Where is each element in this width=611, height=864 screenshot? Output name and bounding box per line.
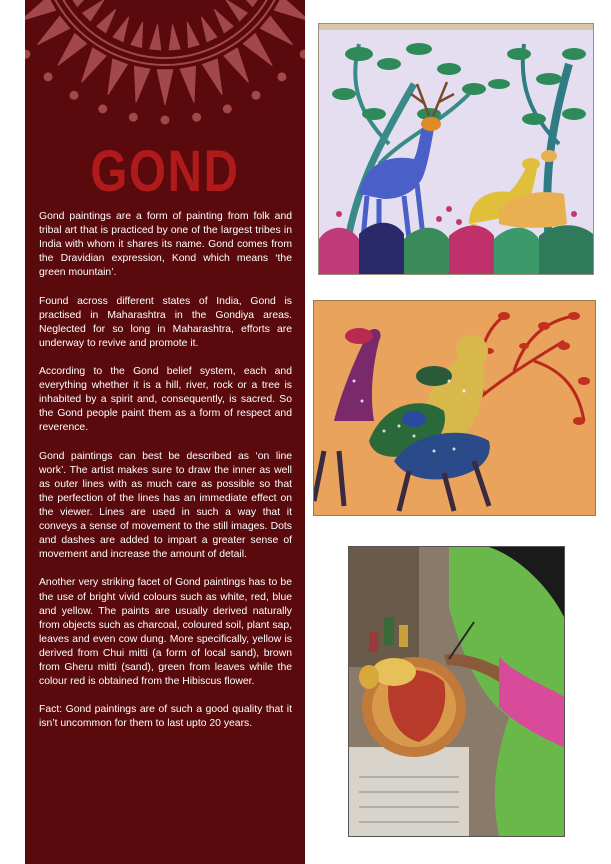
motif-dot [223, 105, 231, 113]
motif-dot [278, 73, 286, 81]
motif-triangle-inner [187, 22, 199, 47]
motif-triangle-inner [226, 0, 248, 21]
motif-triangle-inner [131, 22, 143, 47]
motif-triangle [180, 66, 195, 102]
motif-arc-outer [42, 0, 289, 65]
motif-triangle [58, 34, 87, 66]
motif-triangle [135, 66, 150, 102]
motif-triangle-inner [201, 17, 217, 42]
gond-painting-animals-image [313, 300, 596, 516]
motif-triangle-inner [214, 9, 233, 32]
motif-triangle [37, 16, 69, 44]
motif-triangle [274, 0, 305, 21]
motif-triangle-inner [113, 17, 129, 42]
motif-triangle-inner [97, 9, 116, 32]
motif-triangle [157, 70, 173, 105]
paragraph-region: Found across different states of India, Gond is practised in Maharashtra in the Gondiya areas. Neglected for so long in Maharashtra, efforts are underway to revive and promote it. [39, 295, 292, 349]
motif-dot [70, 91, 78, 99]
motif-triangle [25, 0, 56, 21]
motif-arc-inner [48, 0, 281, 58]
paragraph-line-work: Gond paintings can best be described as ‘on line work’. The artist makes sure to draw the inner as well as outer lines with as much care as possible so that the perfection of the lines has an immediate effect on the viewer. Lines are used in such a way that it conveys a sense of movement to the still images. Dots and dashes are added to impart a greater sense of movement and increase the amount of detail. [39, 450, 292, 561]
paragraph-intro: Gond paintings are a form of painting from folk and tribal art that is practiced by one of the largest tribes in India with whom it shares its name. Gond comes from the Dravidian expression, Kond which means ‘the green mountain’. [39, 211, 292, 279]
page-title: GOND [90, 139, 240, 204]
motif-triangle [203, 59, 223, 95]
motif-dot [44, 73, 52, 81]
artist-painting-pot-image [348, 546, 565, 837]
motif-triangle-inner [83, 0, 105, 21]
tribal-border-motif [25, 0, 305, 135]
motif-triangle [108, 59, 128, 95]
motif-dot [129, 113, 137, 121]
article-body [39, 210, 292, 746]
motif-dot [25, 50, 30, 58]
motif-dot [252, 91, 260, 99]
motif-triangle-inner [150, 25, 161, 50]
paragraph-belief: According to the Gond belief system, each and everything whether it is a hill, river, rock or a tree is inhabited by a spirit and, consequently, is sacred. So the Gond people paint them as a form of respect and reverence. [39, 366, 292, 434]
motif-dot [161, 116, 169, 124]
motif-dot [300, 50, 305, 58]
motif-triangle-inner [169, 25, 180, 50]
motif-triangle-inner [235, 0, 259, 6]
motif-dot [99, 105, 107, 113]
motif-triangle-inner [71, 0, 95, 6]
gond-painting-deer-image [318, 23, 594, 275]
motif-dot [193, 113, 201, 121]
side-panel [25, 0, 305, 864]
motif-triangle [82, 48, 107, 82]
motif-triangle [224, 48, 249, 82]
motif-triangle [260, 16, 292, 44]
paragraph-colours: Another very striking facet of Gond paintings has to be the use of bright vivid colours such as white, red, blue and yellow. The paints are usually derived naturally from objects such as charcoal, coloured soil, plant sap, leaves and even cow dung. More specifically, yellow is derived from Chui mitti (a form of local sand), brown from Gheru mitti (sand), green from leaves while the colour red is obtained from the Hibiscus flower. [39, 577, 292, 688]
motif-triangle [243, 34, 272, 66]
paragraph-fact: Fact: Gond paintings are of such a good quality that it isn’t uncommon for them to last upto 20 years. [39, 704, 292, 730]
